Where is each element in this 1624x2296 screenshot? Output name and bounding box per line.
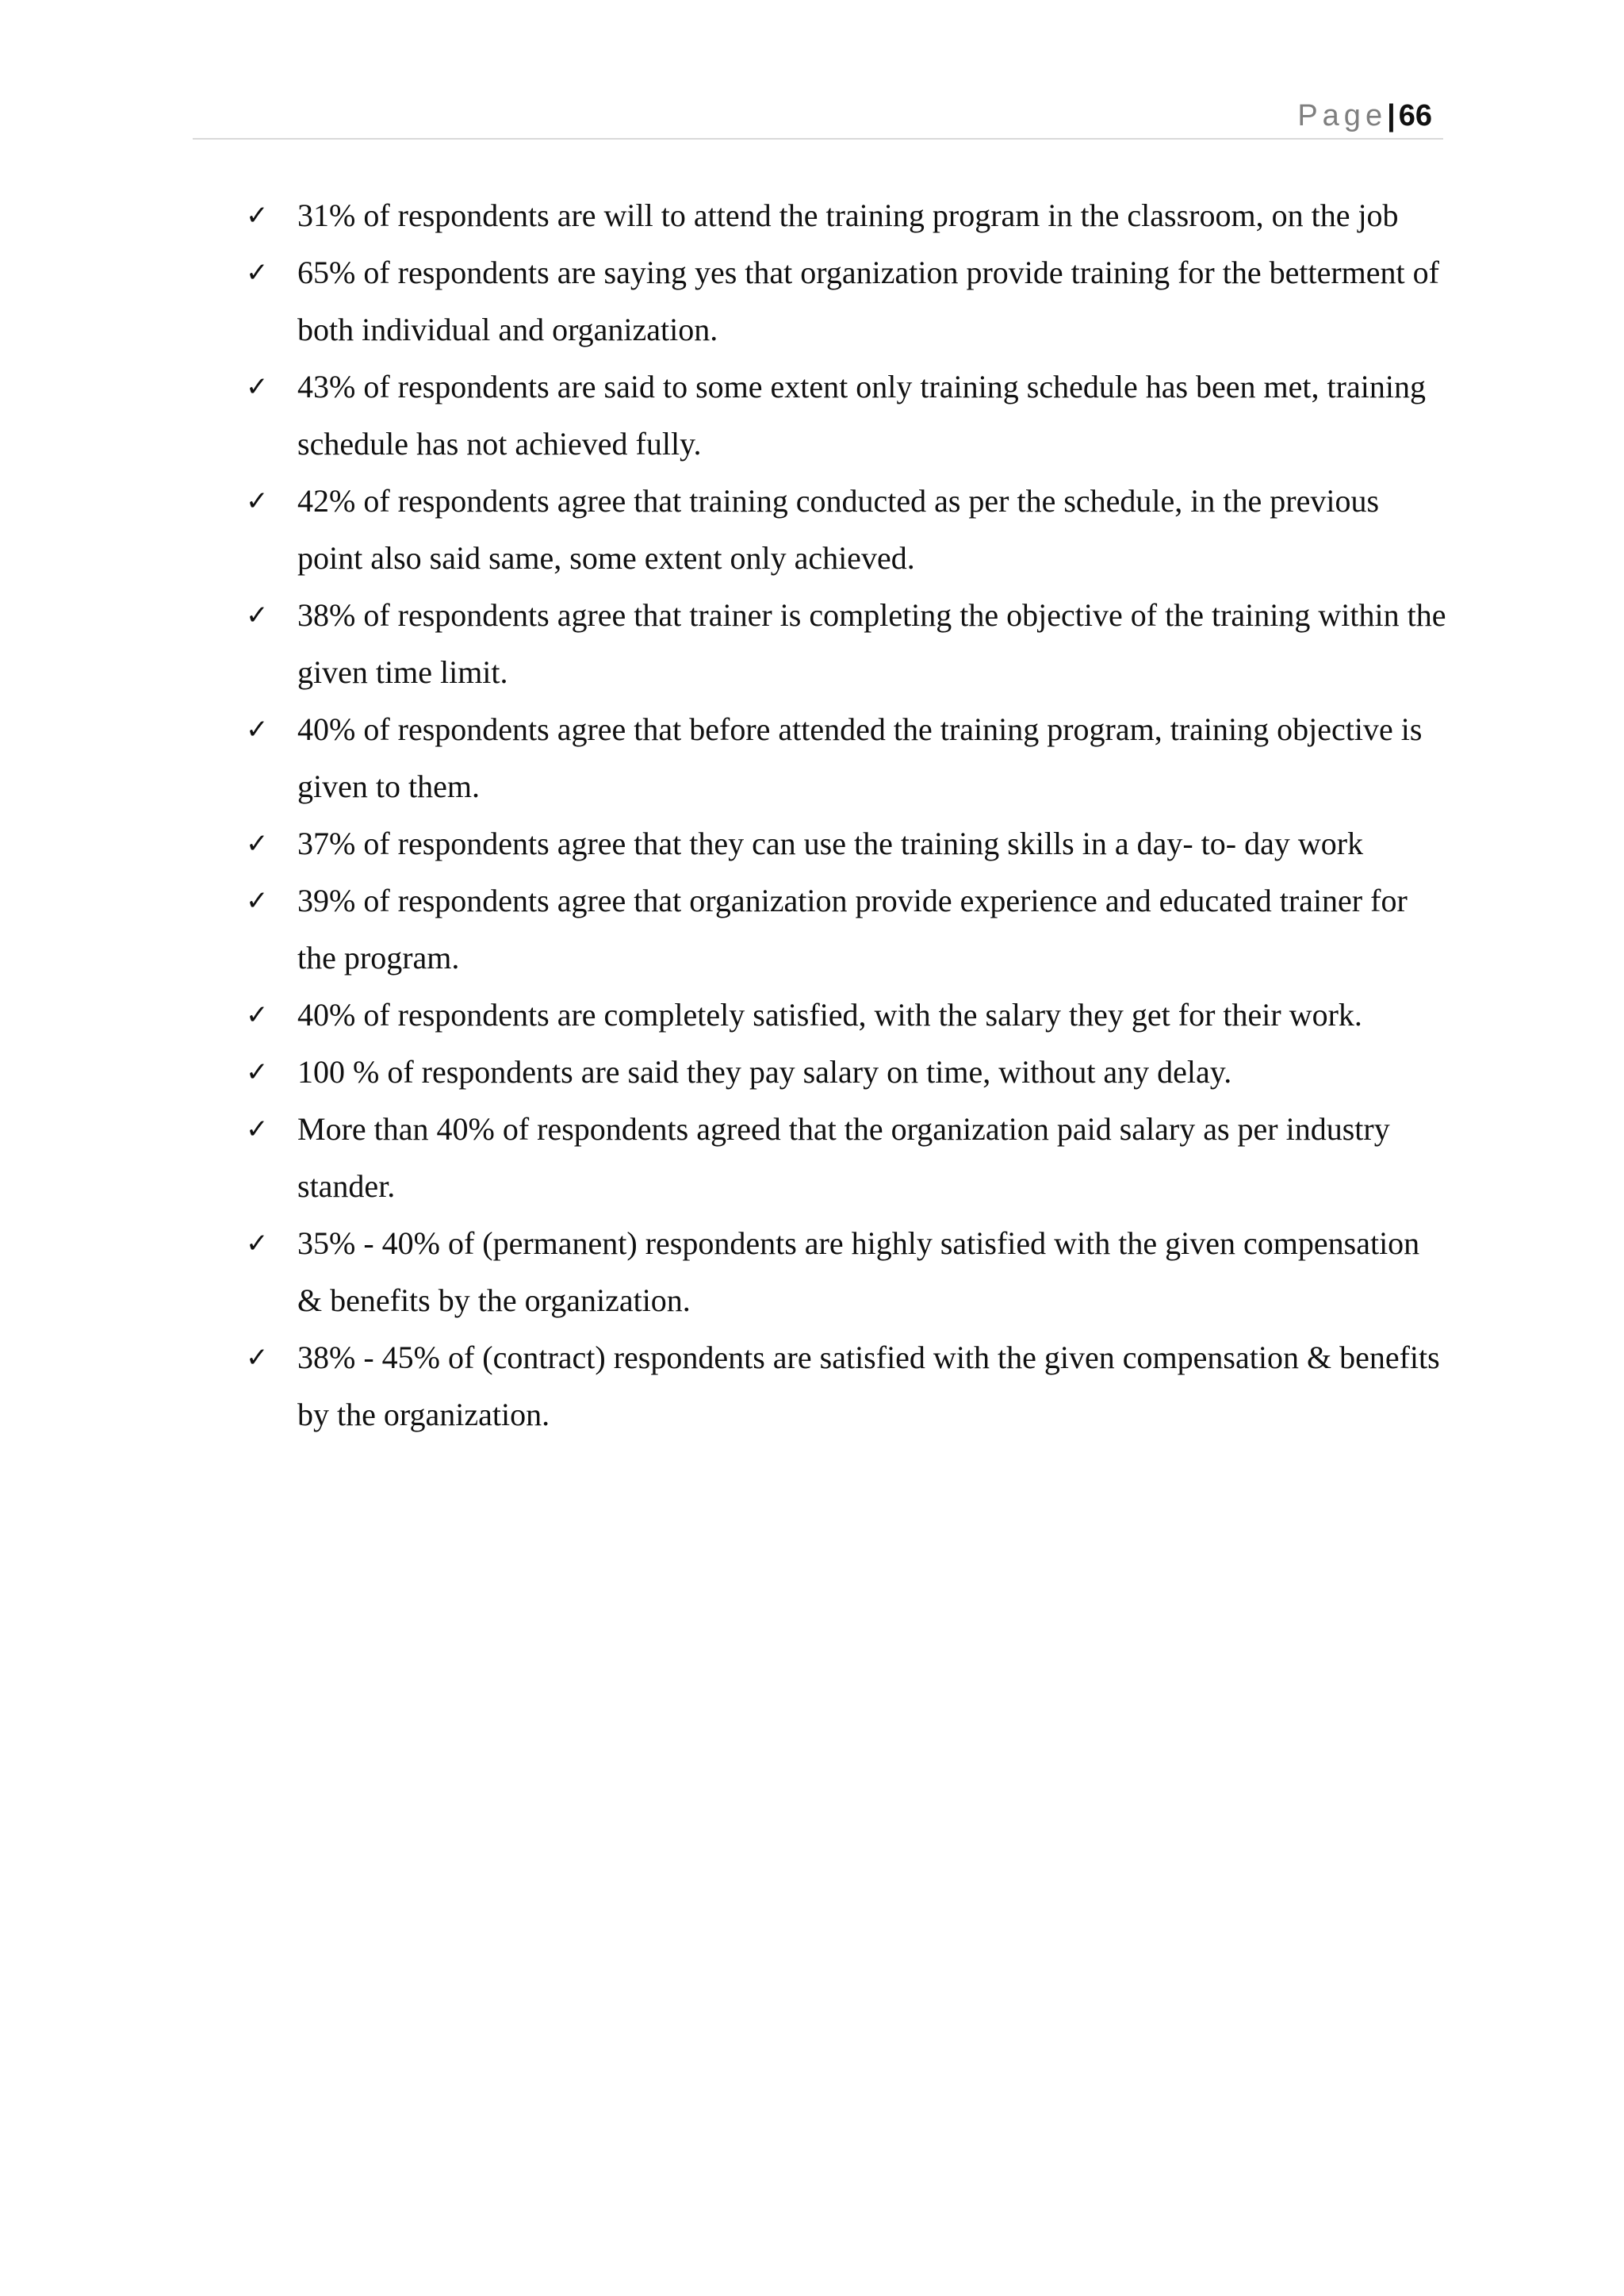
- checkmark-icon: ✓: [246, 200, 269, 232]
- list-item: [246, 1101, 1451, 1215]
- page-number: 66: [1398, 99, 1432, 132]
- list-item-text: 37% of respondents agree that they can use the training skills in a day- to- day work: [297, 826, 1364, 861]
- list-item-text: 40% of respondents are completely satisfied, with the salary they get for their work.: [297, 997, 1362, 1033]
- checkmark-icon: ✓: [246, 828, 269, 860]
- checkmark-icon: ✓: [246, 1056, 269, 1088]
- list-item: [246, 1215, 1451, 1329]
- list-item: [246, 473, 1451, 587]
- checkmark-icon: ✓: [246, 999, 269, 1031]
- page-header: [193, 94, 1443, 140]
- checkmark-icon: ✓: [246, 885, 269, 917]
- list-item-text: 43% of respondents are said to some extent only training schedule has been met, training schedule has not achieved fully.: [297, 369, 1426, 462]
- checkmark-icon: ✓: [246, 257, 269, 289]
- list-item-text: 38% - 45% of (contract) respondents are satisfied with the given compensation & benefits by the organization.: [297, 1340, 1440, 1432]
- list-item-text: 35% - 40% of (permanent) respondents are highly satisfied with the given compensation & benefits by the organization.: [297, 1225, 1420, 1318]
- findings-list: [246, 187, 1451, 1443]
- page-number-label: [1297, 98, 1432, 133]
- list-item-text: 31% of respondents are will to attend the training program in the classroom, on the job: [297, 197, 1399, 233]
- checkmark-icon: ✓: [246, 485, 269, 517]
- list-item-text: 39% of respondents agree that organization provide experience and educated trainer for the program.: [297, 883, 1408, 976]
- list-item: [246, 358, 1451, 473]
- list-item-text: 42% of respondents agree that training conducted as per the schedule, in the previous point also said same, some extent only achieved.: [297, 483, 1380, 576]
- list-item-text: 40% of respondents agree that before attended the training program, training objective is given to them.: [297, 711, 1423, 804]
- checkmark-icon: ✓: [246, 371, 269, 403]
- list-item: [246, 872, 1451, 987]
- list-item: [246, 187, 1451, 244]
- page-separator: |: [1387, 99, 1396, 132]
- list-item: [246, 1044, 1451, 1101]
- checkmark-icon: ✓: [246, 714, 269, 746]
- list-item-text: 100 % of respondents are said they pay salary on time, without any delay.: [297, 1054, 1232, 1090]
- list-item: [246, 244, 1451, 358]
- list-item: [246, 987, 1451, 1044]
- list-item: [246, 1329, 1451, 1443]
- list-item-text: 38% of respondents agree that trainer is completing the objective of the training within the given time limit.: [297, 597, 1446, 690]
- checkmark-icon: ✓: [246, 1342, 269, 1374]
- checkmark-icon: ✓: [246, 1114, 269, 1145]
- page-word: Page: [1297, 99, 1388, 132]
- checkmark-icon: ✓: [246, 600, 269, 631]
- list-item-text: More than 40% of respondents agreed that the organization paid salary as per industry stander.: [297, 1111, 1390, 1204]
- list-item: [246, 701, 1451, 815]
- list-item: [246, 815, 1451, 872]
- list-item: [246, 587, 1451, 701]
- list-item-text: 65% of respondents are saying yes that organization provide training for the betterment of both individual and organization.: [297, 255, 1439, 347]
- checkmark-icon: ✓: [246, 1228, 269, 1259]
